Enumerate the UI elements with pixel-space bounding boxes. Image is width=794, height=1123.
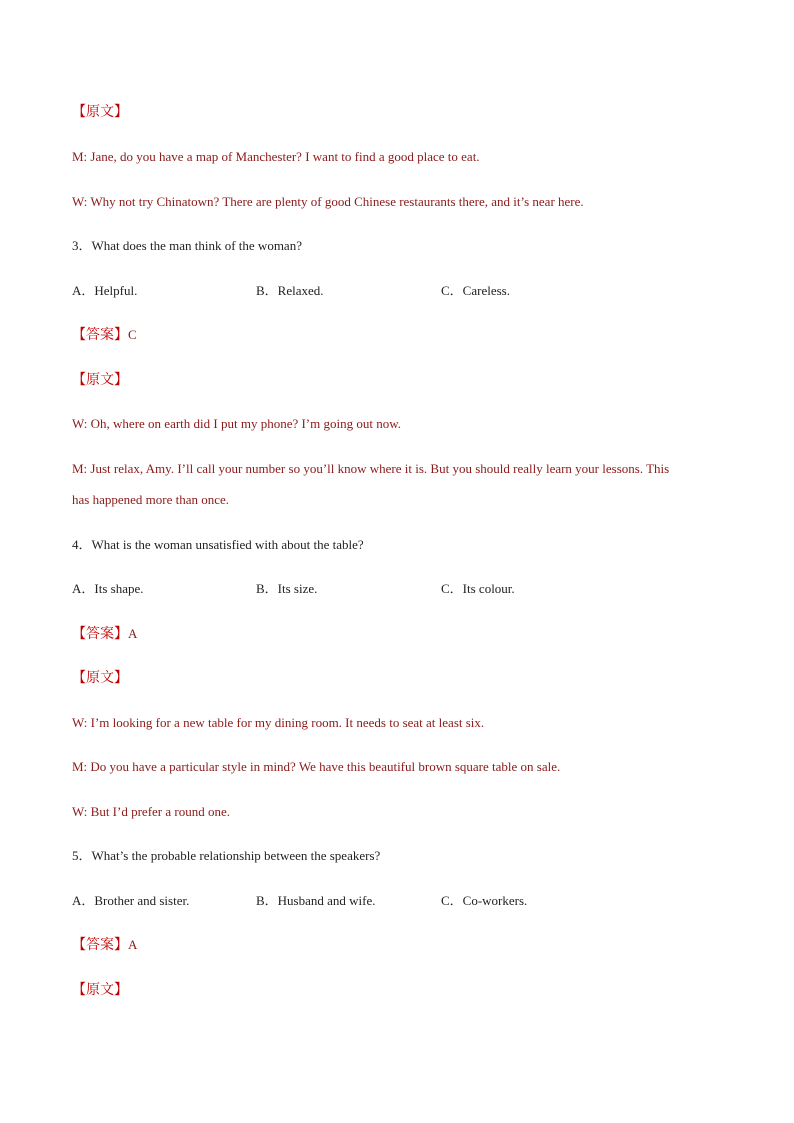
- answer-label: 【答案】: [72, 626, 128, 642]
- transcript-line: M: Do you have a particular style in mind? We have this beautiful brown square table on sale.: [72, 759, 561, 774]
- answer-label: 【答案】: [72, 327, 128, 343]
- transcript-line: has happened more than once.: [72, 492, 230, 507]
- transcript-heading: 【原文】: [72, 104, 128, 120]
- option-b: B．Its size.: [256, 581, 318, 596]
- transcript-line: M: Jane, do you have a map of Manchester? I want to find a good place to eat.: [72, 149, 480, 164]
- option-b: B．Relaxed.: [256, 283, 324, 298]
- answer-value: C: [128, 327, 137, 342]
- transcript-line: W: But I’d prefer a round one.: [72, 804, 230, 819]
- transcript-heading: 【原文】: [72, 982, 128, 998]
- option-b: B．Husband and wife.: [256, 893, 376, 908]
- option-a: A．Its shape.: [72, 581, 144, 596]
- option-c: C．Its colour.: [441, 581, 515, 596]
- option-c: C．Careless.: [441, 283, 510, 298]
- question-3: 3．What does the man think of the woman?: [72, 238, 302, 253]
- question-5: 5．What’s the probable relationship between the speakers?: [72, 848, 381, 863]
- option-c: C．Co-workers.: [441, 893, 528, 908]
- transcript-line: W: Why not try Chinatown? There are plenty of good Chinese restaurants there, and it’s near here.: [72, 194, 584, 209]
- answer-label: 【答案】: [72, 937, 128, 953]
- answer-value: A: [128, 937, 138, 952]
- option-a: A．Helpful.: [72, 283, 138, 298]
- transcript-line: M: Just relax, Amy. I’ll call your number so you’ll know where it is. But you should really learn your lessons. This: [72, 461, 670, 476]
- answer-value: A: [128, 626, 138, 641]
- transcript-line: W: I’m looking for a new table for my dining room. It needs to seat at least six.: [72, 715, 485, 730]
- question-4: 4．What is the woman unsatisfied with about the table?: [72, 537, 364, 552]
- answer-line: [72, 937, 137, 953]
- transcript-line: W: Oh, where on earth did I put my phone? I’m going out now.: [72, 416, 402, 431]
- transcript-heading: 【原文】: [72, 670, 128, 686]
- option-a: A．Brother and sister.: [72, 893, 190, 908]
- answer-line: [72, 327, 137, 343]
- answer-line: [72, 626, 137, 642]
- transcript-heading: 【原文】: [72, 372, 128, 388]
